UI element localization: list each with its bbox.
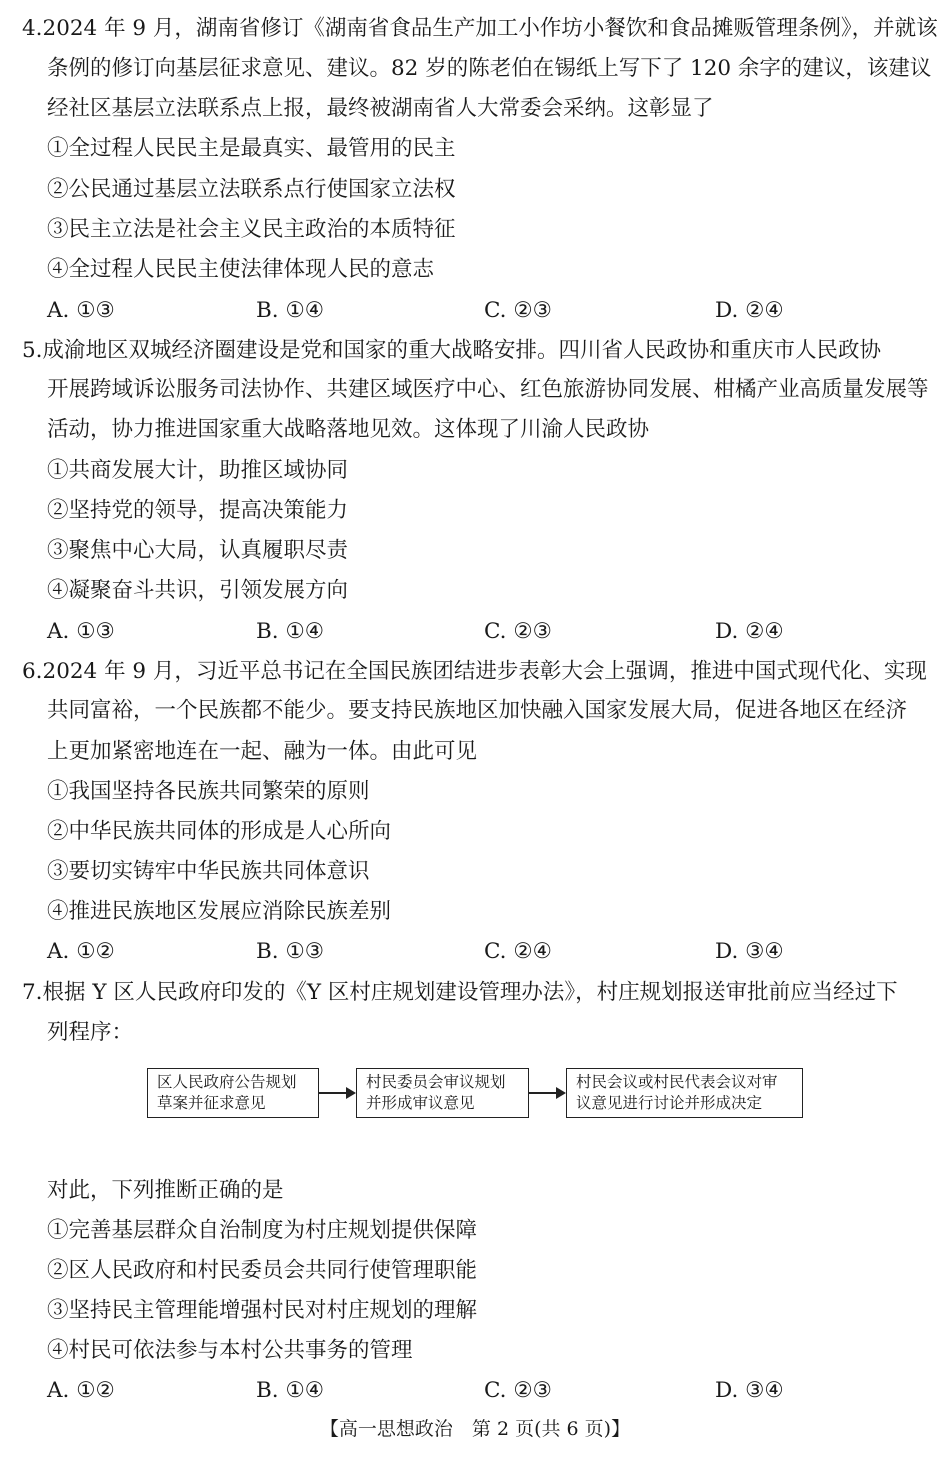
q6-stem-line-1: 6.2024 年 9 月，习近平总书记在全国民族团结进步表彰大会上强调，推进中国式现代化、实现: [22, 659, 927, 684]
q5-choice-d: D. ②④: [715, 619, 784, 644]
flow-step-1-line-1: 区人民政府公告规划: [157, 1073, 297, 1091]
q4-stem-line-3: 经社区基层立法联系点上报，最终被湖南省人大常委会采纳。这彰显了: [47, 96, 714, 121]
q6-stem-line-2: 共同富裕，一个民族都不能少。要支持民族地区加快融入国家发展大局，促进各地区在经济: [47, 698, 908, 723]
q4-statement-2: ②公民通过基层立法联系点行使国家立法权: [47, 177, 456, 202]
q4-stem-line-2: 条例的修订向基层征求意见、建议。82 岁的陈老伯在锡纸上写下了 120 余字的建议，该建议: [47, 56, 932, 81]
q6-statement-3: ③要切实铸牢中华民族共同体意识: [47, 859, 370, 884]
q7-statement-1: ①完善基层群众自治制度为村庄规划提供保障: [47, 1218, 478, 1243]
q7-stem-line-1: 7.根据 Y 区人民政府印发的《Y 区村庄规划建设管理办法》，村庄规划报送审批前应当经过下: [22, 980, 898, 1005]
q5-choice-a: A. ①③: [47, 619, 115, 644]
flow-arrow-2: [529, 1092, 564, 1094]
q6-choice-d: D. ③④: [715, 939, 784, 964]
q4-stem-line-1: 4.2024 年 9 月，湖南省修订《湖南省食品生产加工小作坊小餐饮和食品摊贩管理条例》，并就该: [22, 16, 938, 41]
flow-step-2-line-2: 并形成审议意见: [366, 1094, 475, 1112]
flow-step-3-box: [566, 1068, 803, 1118]
q5-choice-c: C. ②③: [484, 619, 552, 644]
q5-statement-1: ①共商发展大计，助推区域协同: [47, 458, 349, 483]
q6-choice-b: B. ①③: [256, 939, 325, 964]
q6-choice-c: C. ②④: [484, 939, 552, 964]
q7-statement-2: ②区人民政府和村民委员会共同行使管理职能: [47, 1258, 478, 1283]
q7-choice-d: D. ③④: [715, 1378, 784, 1403]
q6-statement-1: ①我国坚持各民族共同繁荣的原则: [47, 779, 370, 804]
q6-statement-4: ④推进民族地区发展应消除民族差别: [47, 899, 392, 924]
q7-choice-a: A. ①②: [47, 1378, 115, 1403]
q5-statement-4: ④凝聚奋斗共识，引领发展方向: [47, 578, 349, 603]
q4-choice-b: B. ①④: [256, 298, 325, 323]
q4-choice-c: C. ②③: [484, 298, 552, 323]
flow-step-2-box: [356, 1068, 529, 1118]
flow-step-1-line-2: 草案并征求意见: [157, 1094, 266, 1112]
q5-stem-line-3: 活动，协力推进国家重大战略落地见效。这体现了川渝人民政协: [47, 417, 650, 442]
flow-step-3-line-2: 议意见进行讨论并形成决定: [576, 1094, 763, 1112]
q4-statement-1: ①全过程人民民主是最真实、最管用的民主: [47, 136, 456, 161]
q4-statement-3: ③民主立法是社会主义民主政治的本质特征: [47, 217, 456, 242]
q4-statement-4: ④全过程人民民主使法律体现人民的意志: [47, 257, 435, 282]
q7-stem-line-2: 列程序：: [47, 1020, 134, 1045]
flow-step-2-line-1: 村民委员会审议规划: [366, 1073, 506, 1091]
q7-choice-b: B. ①④: [256, 1378, 325, 1403]
q7-statement-3: ③坚持民主管理能增强村民对村庄规划的理解: [47, 1298, 478, 1323]
q5-stem-line-1: 5.成渝地区双城经济圈建设是党和国家的重大战略安排。四川省人民政协和重庆市人民政协: [22, 338, 882, 363]
q4-choice-a: A. ①③: [47, 298, 115, 323]
q6-stem-line-3: 上更加紧密地连在一起、融为一体。由此可见: [47, 739, 478, 764]
flow-step-3-line-1: 村民会议或村民代表会议对审: [576, 1073, 778, 1091]
q7-choice-c: C. ②③: [484, 1378, 552, 1403]
q6-choice-a: A. ①②: [47, 939, 115, 964]
q7-statement-4: ④村民可依法参与本村公共事务的管理: [47, 1338, 413, 1363]
q5-statement-3: ③聚焦中心大局，认真履职尽责: [47, 538, 349, 563]
q5-stem-line-2: 开展跨域诉讼服务司法协作、共建区域医疗中心、红色旅游协同发展、柑橘产业高质量发展等: [47, 377, 929, 402]
page-footer: 【高一思想政治 第 2 页(共 6 页)】: [319, 1418, 631, 1440]
flow-step-1-box: [147, 1068, 319, 1118]
q5-choice-b: B. ①④: [256, 619, 325, 644]
flow-arrow-1: [319, 1092, 354, 1094]
q7-prompt: 对此，下列推断正确的是: [47, 1178, 284, 1203]
q4-choice-d: D. ②④: [715, 298, 784, 323]
q5-statement-2: ②坚持党的领导，提高决策能力: [47, 498, 349, 523]
q6-statement-2: ②中华民族共同体的形成是人心所向: [47, 819, 392, 844]
